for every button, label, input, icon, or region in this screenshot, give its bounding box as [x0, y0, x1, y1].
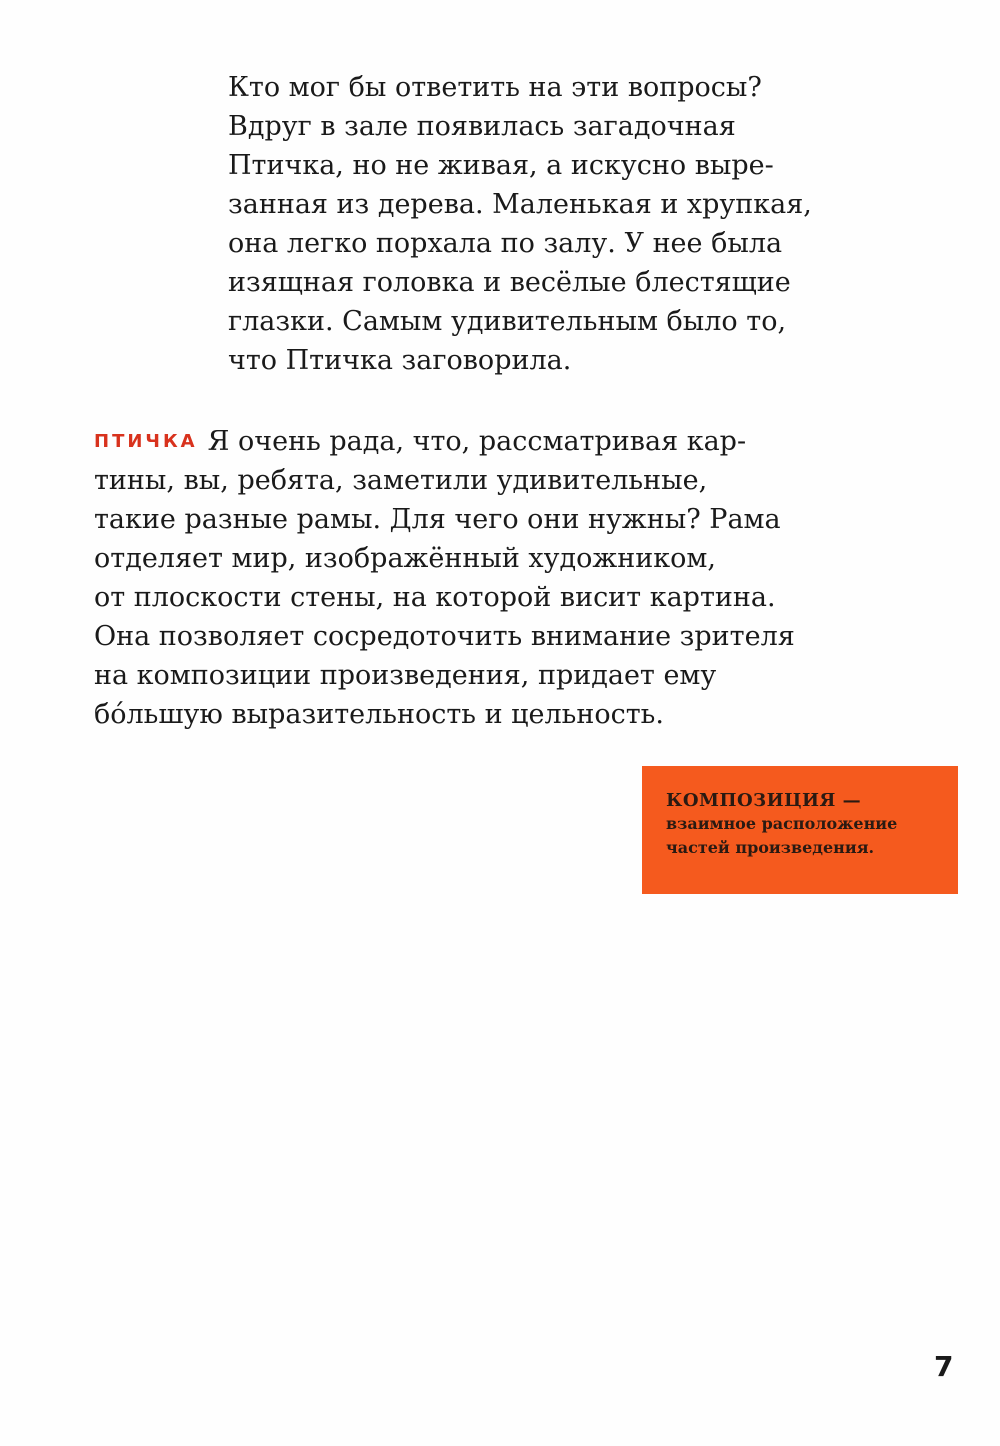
narration-line: глазки. Самым удивительным было то, — [228, 306, 787, 337]
speech-line: на композиции произведения, придает ему — [94, 660, 717, 691]
speech-paragraph — [94, 422, 874, 734]
speech-line: бóльшую выразительность и цельность. — [94, 699, 664, 730]
speech-line: такие разные рамы. Для чего они нужны? Рама — [94, 504, 781, 535]
note-definition-line: частей произведения. — [666, 838, 875, 857]
narration-line: занная из дерева. Маленькая и хрупкая, — [228, 189, 812, 220]
narration-line: что Птичка заговорила. — [228, 345, 572, 376]
note-definition-line: взаимное расположение — [666, 814, 898, 833]
definition-note-box — [642, 766, 958, 894]
speech-line: Она позволяет сосредоточить внимание зрителя — [94, 621, 795, 652]
speaker-name: ПТИЧКА — [94, 431, 198, 452]
speech-line: Я очень рада, что, рассматривая кар- — [207, 426, 747, 457]
speech-first-line — [94, 422, 874, 461]
narration-line: Вдруг в зале появилась загадочная — [228, 111, 736, 142]
narration-line: Кто мог бы ответить на эти вопросы? — [228, 72, 762, 103]
speech-line: тины, вы, ребята, заметили удивительные, — [94, 465, 708, 496]
page-number: 7 — [934, 1350, 954, 1383]
narration-line: Птичка, но не живая, а искусно выре- — [228, 150, 774, 181]
narration-line: изящная головка и весёлые блестящие — [228, 267, 791, 298]
narration-line: она легко порхала по залу. У нее была — [228, 228, 783, 259]
note-term: КОМПОЗИЦИЯ — — [666, 790, 862, 811]
narration-paragraph — [228, 68, 868, 380]
speech-line: отделяет мир, изображённый художником, — [94, 543, 716, 574]
speech-line: от плоскости стены, на которой висит картина. — [94, 582, 776, 613]
